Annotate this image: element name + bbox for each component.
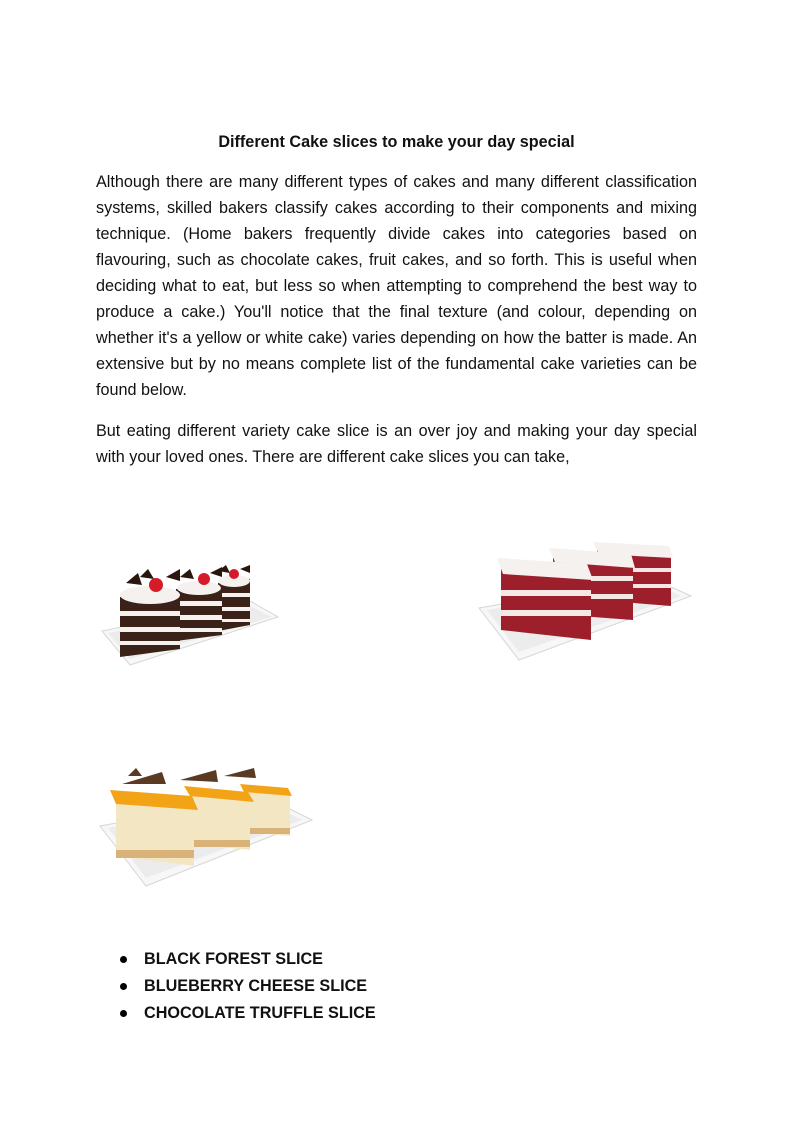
bullet-icon bbox=[120, 983, 127, 990]
bullet-icon bbox=[120, 1010, 127, 1017]
cake-slice-list bbox=[118, 946, 376, 1027]
list-item-label: BLUEBERRY CHEESE SLICE bbox=[144, 977, 368, 995]
second-paragraph: But eating different variety cake slice is an over joy and making your day special with your loved ones. There are different cake slices you can take, bbox=[96, 422, 697, 466]
list-item bbox=[118, 973, 376, 1000]
list-item bbox=[118, 946, 376, 973]
mango-cheese-cake-image bbox=[98, 762, 316, 888]
red-velvet-cake-image bbox=[475, 536, 695, 664]
intro-paragraph: Although there are many different types of cakes and many different classification systems, skilled bakers classify cakes according to their components and mixing technique. (Home bakers frequently divide cakes into categories based on flavouring, such as chocolate cakes, fruit cakes, and so forth. This is useful when deciding what to eat, but less so when attempting to comprehend the best way to produce a cake.) You'll notice that the final texture (and colour, depending on whether it's a yellow or white cake) varies depending on how the batter is made. An extensive but by no means complete list of the fundamental cake varieties can be found below. bbox=[96, 173, 697, 399]
bullet-icon bbox=[120, 956, 127, 963]
document-title: Different Cake slices to make your day special bbox=[218, 133, 575, 151]
black-forest-cake-image bbox=[100, 555, 280, 673]
list-item-label: CHOCOLATE TRUFFLE SLICE bbox=[144, 1004, 376, 1022]
list-item-label: BLACK FOREST SLICE bbox=[144, 950, 323, 968]
list-item bbox=[118, 1000, 376, 1027]
